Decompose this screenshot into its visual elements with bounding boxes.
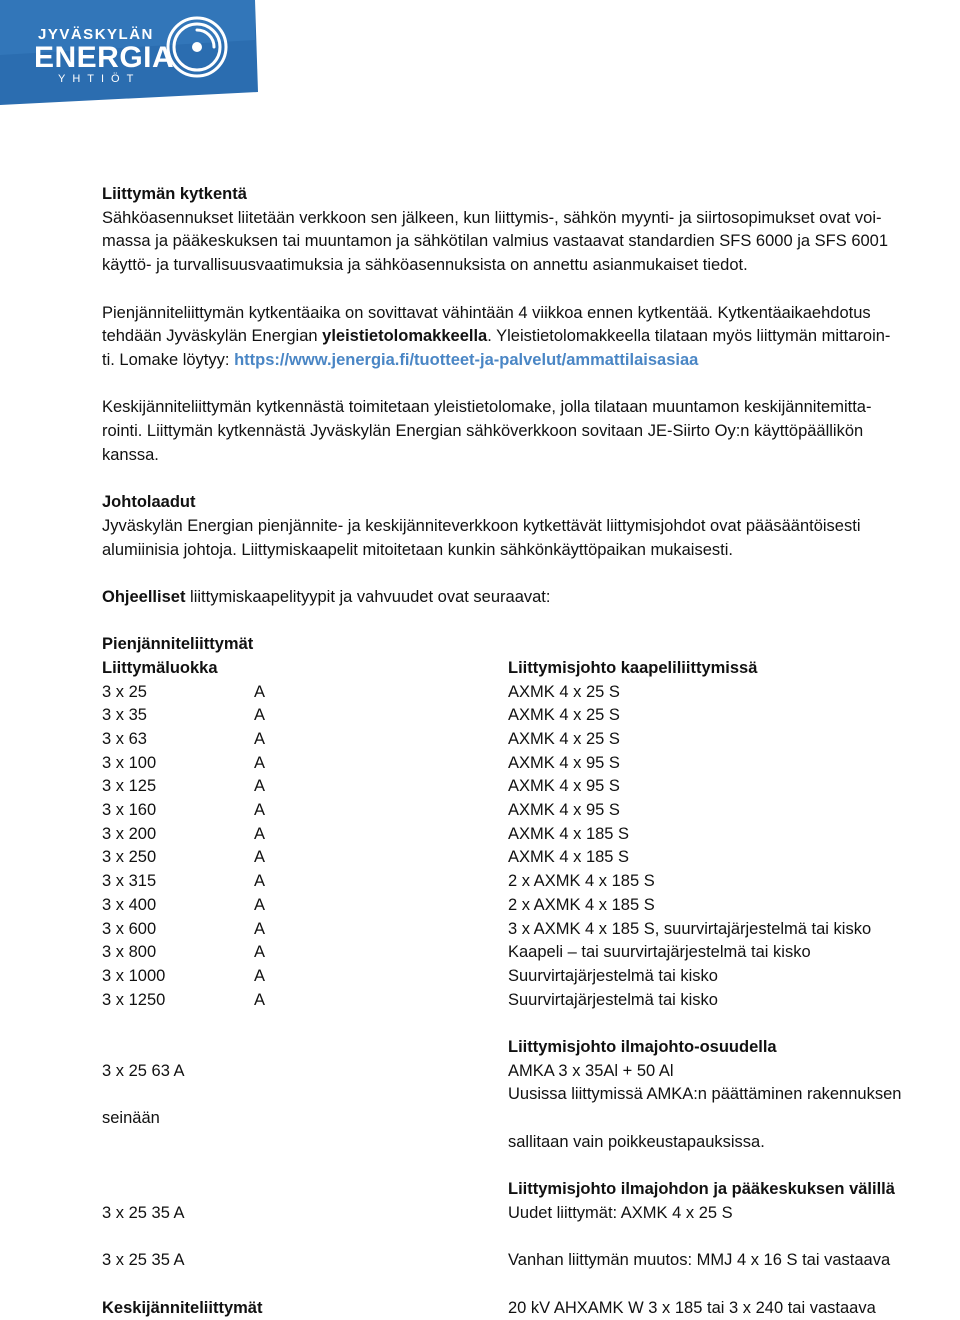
table-row <box>102 823 932 847</box>
table-row <box>102 846 932 870</box>
text-span: . Yleistietolomakkeella tilataan myös liittymän mittaroin- <box>487 327 891 346</box>
text-line: käyttö- ja turvallisuusvaatimuksia ja sähköasennuksista on annettu asianmukaiset tiedot. <box>102 256 748 275</box>
row-unit: A <box>254 730 266 749</box>
table-row <box>102 799 932 823</box>
row-unit: A <box>254 943 266 962</box>
table-row <box>102 989 932 1013</box>
row-cable: AXMK 4 x 95 S <box>508 753 620 772</box>
table-row <box>102 941 932 965</box>
text-line: kanssa. <box>102 445 159 464</box>
row-unit: A <box>254 895 266 914</box>
col-header-cable: Liittymisjohto kaapeliliittymissä <box>508 658 758 677</box>
company-logo <box>0 0 258 105</box>
table-row <box>102 1202 932 1226</box>
row-cable: AXMK 4 x 25 S <box>508 730 620 749</box>
row-unit: A <box>254 801 266 820</box>
swirl-icon <box>164 14 230 80</box>
form-name: yleistietolomakkeella <box>322 327 488 346</box>
row-unit: A <box>254 777 266 796</box>
table-row <box>102 728 932 752</box>
table-row <box>102 870 932 894</box>
row-size: 3 x 400 <box>102 895 157 914</box>
table-row <box>102 1060 932 1084</box>
table-row <box>102 704 932 728</box>
overhead-size: 3 x 25 63 A <box>102 1061 185 1080</box>
between-new-text: Uudet liittymät: AXMK 4 x 25 S <box>508 1203 733 1222</box>
text-line: Jyväskylän Energian pienjännite- ja keskijänniteverkkoon kytkettävät liittymisjohdot ovat pääsääntöisesti <box>102 516 861 535</box>
cable-table <box>102 681 932 1013</box>
row-cable: Kaapeli – tai suurvirtajärjestelmä tai kisko <box>508 943 811 962</box>
table-row <box>102 752 932 776</box>
overhead-cable: AMKA 3 x 35Al + 50 Al <box>508 1061 674 1080</box>
between-heading: Liittymisjohto ilmajohdon ja pääkeskuksen välillä <box>508 1180 895 1199</box>
text-line: alumiinisia johtoja. Liittymiskaapelit mitoitetaan kunkin sähkönkäyttöpaikan mukaisesti. <box>102 540 733 559</box>
row-unit: A <box>254 824 266 843</box>
intro-rest: liittymiskaapelityypit ja vahvuudet ovat seuraavat: <box>185 587 551 606</box>
row-unit: A <box>254 753 266 772</box>
group-heading-low-voltage: Pienjänniteliittymät <box>102 635 254 654</box>
row-cable: AXMK 4 x 95 S <box>508 777 620 796</box>
section-heading-connection: Liittymän kytkentä <box>102 185 247 203</box>
table-row <box>102 1107 932 1131</box>
logo-line-3: YHTIÖT <box>58 73 141 85</box>
row-size: 3 x 125 <box>102 777 157 796</box>
table-row <box>102 681 932 705</box>
row-unit: A <box>254 919 266 938</box>
table-row <box>102 918 932 942</box>
row-size: 3 x 315 <box>102 872 157 891</box>
row-size: 3 x 1250 <box>102 990 166 1009</box>
overhead-heading: Liittymisjohto ilmajohto-osuudella <box>508 1037 777 1056</box>
text-line <box>102 325 932 349</box>
row-unit: A <box>254 848 266 867</box>
table-row <box>102 1297 932 1320</box>
row-cable: AXMK 4 x 25 S <box>508 682 620 701</box>
table-row <box>102 1131 932 1155</box>
between-new-size: 3 x 25 35 A <box>102 1203 185 1222</box>
document-body <box>102 183 932 1320</box>
text-span: tehdään Jyväskylän Energian <box>102 327 323 346</box>
row-size: 3 x 1000 <box>102 966 166 985</box>
text-line <box>102 349 932 373</box>
table-header <box>102 657 932 681</box>
between-heading-row <box>102 1178 932 1202</box>
row-size: 3 x 600 <box>102 919 157 938</box>
table-row <box>102 775 932 799</box>
overhead-note-2: sallitaan vain poikkeustapauksissa. <box>508 1132 765 1151</box>
overhead-heading-row <box>102 1036 932 1060</box>
table-row <box>102 894 932 918</box>
col-header-class: Liittymäluokka <box>102 658 218 677</box>
logo-line-2: ENERGIA <box>34 41 175 74</box>
row-size: 3 x 250 <box>102 848 157 867</box>
row-unit: A <box>254 706 266 725</box>
overhead-wall: seinään <box>102 1109 160 1128</box>
row-size: 3 x 160 <box>102 801 157 820</box>
section-heading-cables: Johtolaadut <box>102 493 196 512</box>
text-line: Keskijänniteliittymän kytkennästä toimitetaan yleistietolomake, jolla tilataan muuntamon keskijännitemitta- <box>102 398 872 417</box>
table-row <box>102 965 932 989</box>
row-cable: 2 x AXMK 4 x 185 S <box>508 895 655 914</box>
text-span: ti. Lomake löytyy: <box>102 350 235 369</box>
between-old-size: 3 x 25 35 A <box>102 1251 185 1270</box>
logo-line-1: JYVÄSKYLÄN <box>38 26 154 43</box>
intro-line <box>102 586 932 610</box>
row-unit: A <box>254 966 266 985</box>
row-cable: AXMK 4 x 95 S <box>508 801 620 820</box>
row-cable: AXMK 4 x 25 S <box>508 706 620 725</box>
row-cable: 3 x AXMK 4 x 185 S, suurvirtajärjestelmä tai kisko <box>508 919 872 938</box>
row-unit: A <box>254 872 266 891</box>
row-cable: Suurvirtajärjestelmä tai kisko <box>508 990 718 1009</box>
text-line: Pienjänniteliittymän kytkentäaika on sovittavat vähintään 4 viikkoa ennen kytkentää. Kytkentäaikaehdotus <box>102 303 871 322</box>
text-line: rointi. Liittymän kytkennästä Jyväskylän Energian sähköverkkoon sovitaan JE-Siirto Oy:n käyttöpäällikön <box>102 422 864 440</box>
row-cable: Suurvirtajärjestelmä tai kisko <box>508 966 718 985</box>
row-size: 3 x 25 <box>102 682 147 701</box>
row-unit: A <box>254 682 266 701</box>
form-link[interactable]: https://www.jenergia.fi/tuotteet-ja-palvelut/ammattilaisasiaa <box>234 350 699 369</box>
row-cable: AXMK 4 x 185 S <box>508 824 630 843</box>
row-size: 3 x 800 <box>102 943 157 962</box>
medium-voltage-text: 20 kV AHXAMK W 3 x 185 tai 3 x 240 tai vastaava <box>508 1298 876 1317</box>
overhead-note-1: Uusissa liittymissä AMKA:n päättäminen rakennuksen <box>508 1085 902 1104</box>
medium-voltage-heading: Keskijänniteliittymät <box>102 1298 263 1317</box>
between-old-text: Vanhan liittymän muutos: MMJ 4 x 16 S tai vastaava <box>508 1251 891 1270</box>
intro-bold: Ohjeelliset <box>102 587 186 606</box>
text-line: massa ja pääkeskuksen tai muuntamon ja sähkötilan valmius vastaavat standardien SFS 6000 ja SFS 6001 <box>102 232 889 251</box>
row-cable: AXMK 4 x 185 S <box>508 848 630 867</box>
row-size: 3 x 35 <box>102 706 147 725</box>
table-row <box>102 1249 932 1273</box>
row-size: 3 x 100 <box>102 753 157 772</box>
row-unit: A <box>254 990 266 1009</box>
table-row <box>102 1083 932 1107</box>
row-size: 3 x 63 <box>102 730 147 749</box>
row-size: 3 x 200 <box>102 824 157 843</box>
text-line: Sähköasennukset liitetään verkkoon sen jälkeen, kun liittymis-, sähkön myynti- ja siirtosopimukset ovat voi- <box>102 208 882 227</box>
row-cable: 2 x AXMK 4 x 185 S <box>508 872 655 891</box>
